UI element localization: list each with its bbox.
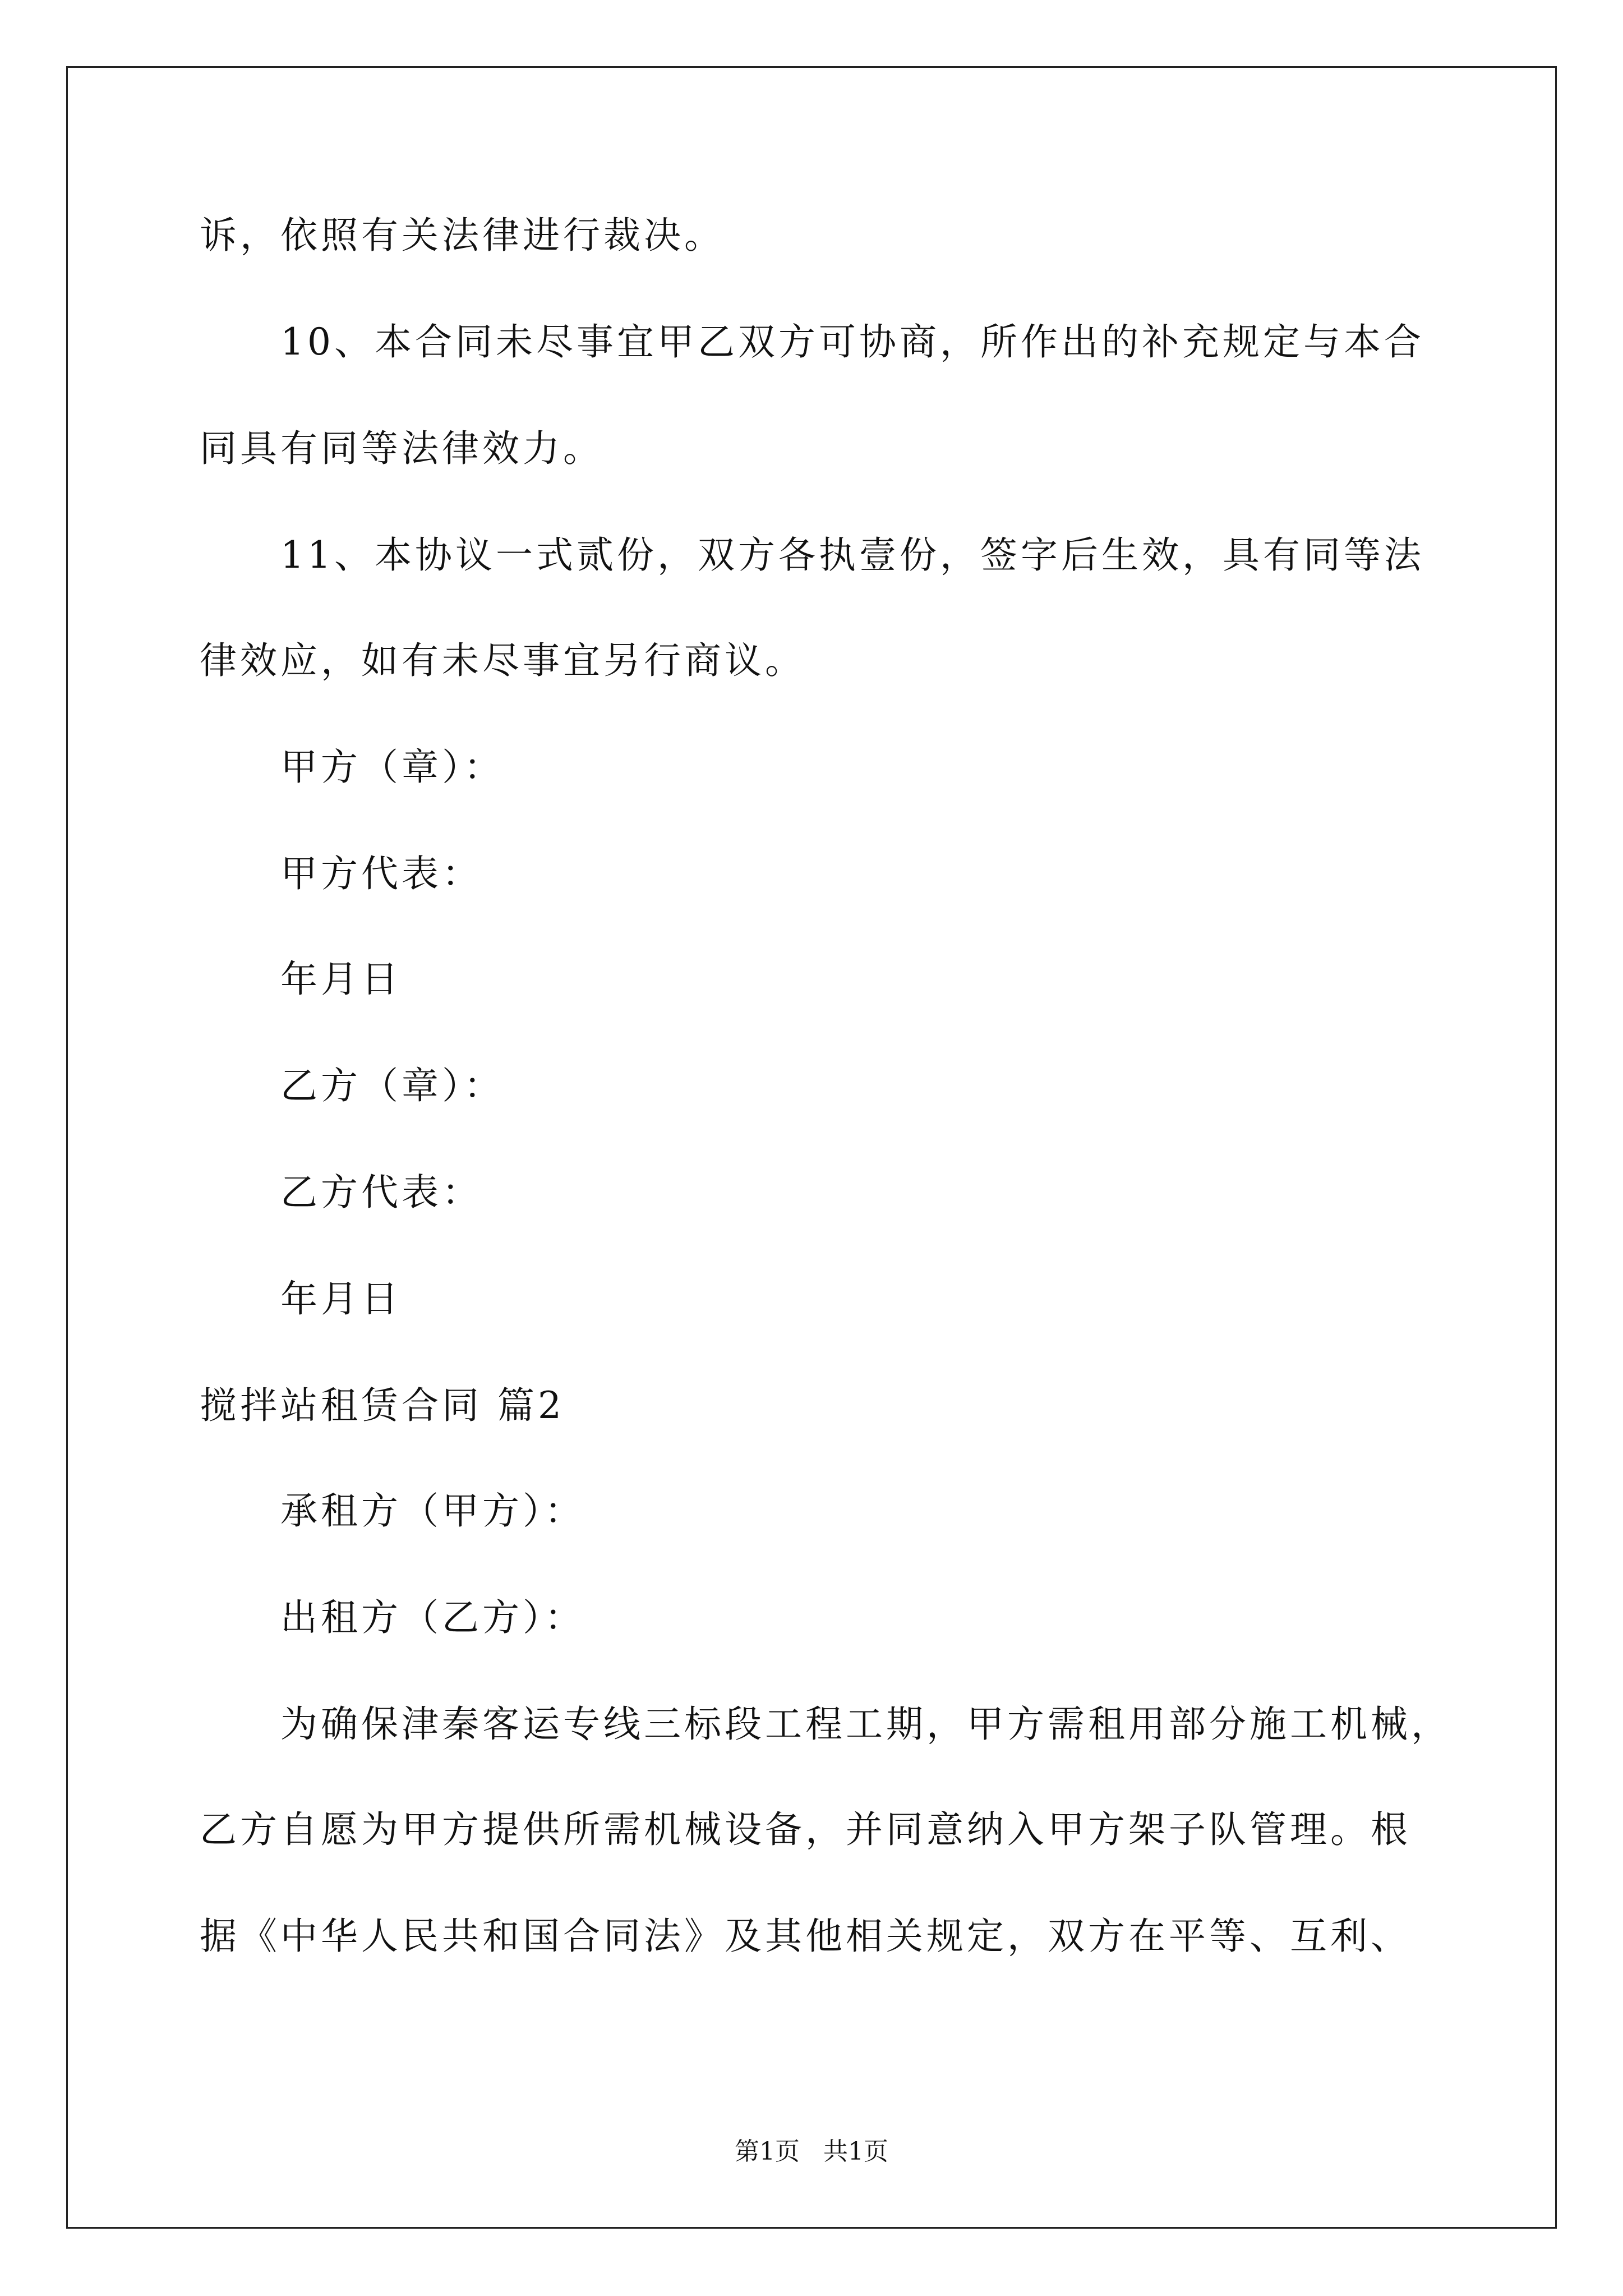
section-title: 搅拌站租赁合同 篇2 (200, 1384, 565, 1427)
page-border (66, 66, 1557, 2229)
text-line: 同具有同等法律效力。 (200, 427, 603, 470)
text-line: 甲方（章）： (280, 746, 504, 789)
page-footer: 第1页 共1页 (735, 2137, 888, 2166)
text-line: 出租方（乙方）： (280, 1596, 585, 1639)
text-line: 据《中华人民共和国合同法》及其他相关规定，双方在平等、互利、 (200, 1915, 1411, 1958)
text-line: 甲方代表： (280, 852, 482, 895)
text-line: 10、本合同未尽事宜甲乙双方可协商，所作出的补充规定与本合 (280, 320, 1424, 364)
text-line: 乙方自愿为甲方提供所需机械设备，并同意纳入甲方架子队管理。根 (200, 1808, 1411, 1851)
text-line: 年月日 (280, 958, 402, 1001)
text-line: 律效应，如有未尽事宜另行商议。 (200, 639, 805, 682)
text-line: 诉，依照有关法律进行裁决。 (200, 214, 725, 257)
text-line: 乙方代表： (280, 1171, 482, 1214)
text-line: 承租方（甲方）： (280, 1489, 585, 1533)
text-line: 年月日 (280, 1277, 402, 1320)
text-line: 乙方（章）： (280, 1064, 504, 1107)
text-line: 11、本协议一式贰份，双方各执壹份，签字后生效，具有同等法 (280, 533, 1424, 577)
text-line: 为确保津秦客运专线三标段工程工期，甲方需租用部分施工机械， (280, 1703, 1451, 1746)
